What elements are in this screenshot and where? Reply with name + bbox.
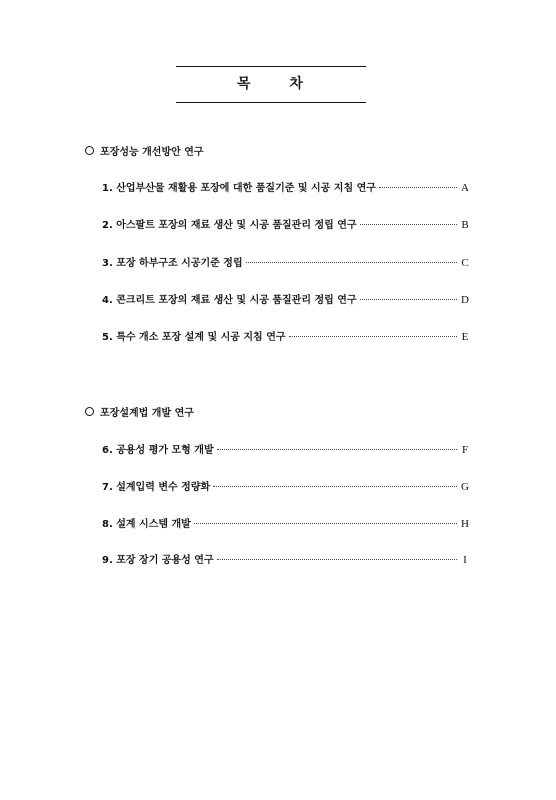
dot-leader xyxy=(217,449,457,450)
dot-leader xyxy=(246,262,457,263)
toc-entry-ref: I xyxy=(463,554,467,566)
toc-entry-label: 1. 산업부산물 재활용 포장에 대한 품질기준 및 시공 지침 연구 xyxy=(102,183,376,194)
toc-entry[interactable] xyxy=(102,254,470,270)
dot-leader xyxy=(360,224,457,225)
section-heading-pavement-performance xyxy=(85,143,204,158)
section-heading-text: 포장성능 개선방안 연구 xyxy=(100,147,204,158)
page-title: 목 차 xyxy=(237,76,305,92)
dot-leader xyxy=(360,299,457,300)
dot-leader xyxy=(289,336,457,337)
toc-entry[interactable] xyxy=(102,551,470,567)
toc-entry-ref: H xyxy=(461,518,469,530)
toc-entry[interactable] xyxy=(102,179,470,195)
dot-leader xyxy=(379,187,457,188)
toc-entry-ref: G xyxy=(461,481,469,493)
dot-leader xyxy=(217,559,457,560)
section-heading-pavement-design xyxy=(85,404,194,419)
title-bottom-rule xyxy=(176,102,366,103)
toc-entry-label: 8. 설계 시스템 개발 xyxy=(102,519,191,530)
toc-entry[interactable] xyxy=(102,328,470,344)
toc-entry-label: 3. 포장 하부구조 시공기준 정립 xyxy=(102,258,243,269)
dot-leader xyxy=(213,486,457,487)
toc-entry-label: 5. 특수 개소 포장 설계 및 시공 지침 연구 xyxy=(102,332,286,343)
toc-entry-ref: D xyxy=(461,294,469,306)
toc-entry[interactable] xyxy=(102,478,470,494)
toc-entry-ref: A xyxy=(461,182,469,194)
section-heading-text: 포장설계법 개발 연구 xyxy=(100,408,194,419)
toc-entry-label: 4. 콘크리트 포장의 재료 생산 및 시공 품질관리 정립 연구 xyxy=(102,295,357,306)
toc-entry-ref: C xyxy=(461,257,469,269)
toc-entry-label: 7. 설계입력 변수 정량화 xyxy=(102,482,211,493)
toc-title-block xyxy=(176,66,366,103)
toc-entry[interactable] xyxy=(102,515,470,531)
circle-bullet-icon xyxy=(85,146,94,155)
toc-entry[interactable] xyxy=(102,291,470,307)
toc-entry-label: 2. 아스팔트 포장의 재료 생산 및 시공 품질관리 정립 연구 xyxy=(102,220,357,231)
toc-entry-ref: F xyxy=(461,444,469,456)
toc-entry-ref: E xyxy=(461,331,469,343)
toc-entry-label: 6. 공용성 평가 모형 개발 xyxy=(102,445,214,456)
toc-entry-label: 9. 포장 장기 공용성 연구 xyxy=(102,555,214,566)
dot-leader xyxy=(194,523,457,524)
circle-bullet-icon xyxy=(85,407,94,416)
toc-entry-ref: B xyxy=(461,219,469,231)
toc-entry[interactable] xyxy=(102,441,470,457)
toc-entry[interactable] xyxy=(102,216,470,232)
